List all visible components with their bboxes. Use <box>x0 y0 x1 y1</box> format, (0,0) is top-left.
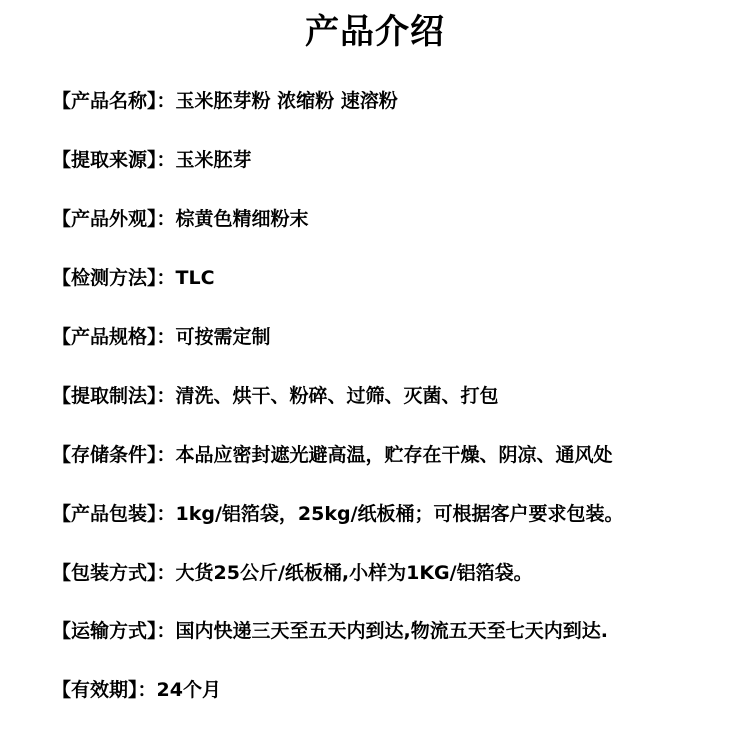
info-label: 【有效期】： <box>52 679 157 702</box>
info-row-shelf-life <box>52 661 742 720</box>
info-row-test-method <box>52 249 742 308</box>
info-label: 【存储条件】： <box>52 443 176 466</box>
info-row-shipping-method <box>52 602 742 661</box>
info-value: 国内快递三天至五天内到达,物流五天至七天内到达. <box>175 620 608 643</box>
info-label: 【产品外观】： <box>52 208 176 231</box>
info-value: TLC <box>175 267 215 290</box>
info-value: 玉米胚芽 <box>175 149 252 172</box>
info-row-packaging <box>52 484 742 543</box>
info-label: 【提取制法】： <box>52 384 176 407</box>
info-row-packing-method <box>52 543 742 602</box>
info-value: 24个月 <box>156 679 221 702</box>
page-title: 产品介绍 <box>305 12 445 52</box>
info-label: 【运输方式】： <box>52 620 176 643</box>
info-value: 可按需定制 <box>175 326 271 348</box>
info-row-extraction-process <box>52 366 742 425</box>
info-label: 【产品规格】： <box>52 326 176 348</box>
info-value: 1kg/铝箔袋，25kg/纸板桶；可根据客户要求包装。 <box>175 502 624 525</box>
info-value: 玉米胚芽粉 浓缩粉 速溶粉 <box>175 90 398 113</box>
product-info-list <box>52 72 742 720</box>
info-value: 本品应密封遮光避高温，贮存在干燥、阴凉、通风处 <box>175 443 613 466</box>
info-value: 大货25公斤/纸板桶,小样为1KG/铝箔袋。 <box>175 561 533 584</box>
info-row-appearance <box>52 190 742 249</box>
info-row-specification <box>52 308 742 367</box>
info-label: 【产品包装】： <box>52 502 176 525</box>
info-value: 清洗、烘干、粉碎、过筛、灭菌、打包 <box>175 384 499 407</box>
info-label: 【产品名称】： <box>52 90 176 113</box>
info-row-extraction-source <box>52 131 742 190</box>
info-label: 【包装方式】： <box>52 561 176 584</box>
info-row-storage-conditions <box>52 425 742 484</box>
info-row-product-name <box>52 72 742 131</box>
info-label: 【提取来源】： <box>52 149 176 172</box>
info-label: 【检测方法】： <box>52 267 176 290</box>
info-value: 棕黄色精细粉末 <box>175 208 309 231</box>
